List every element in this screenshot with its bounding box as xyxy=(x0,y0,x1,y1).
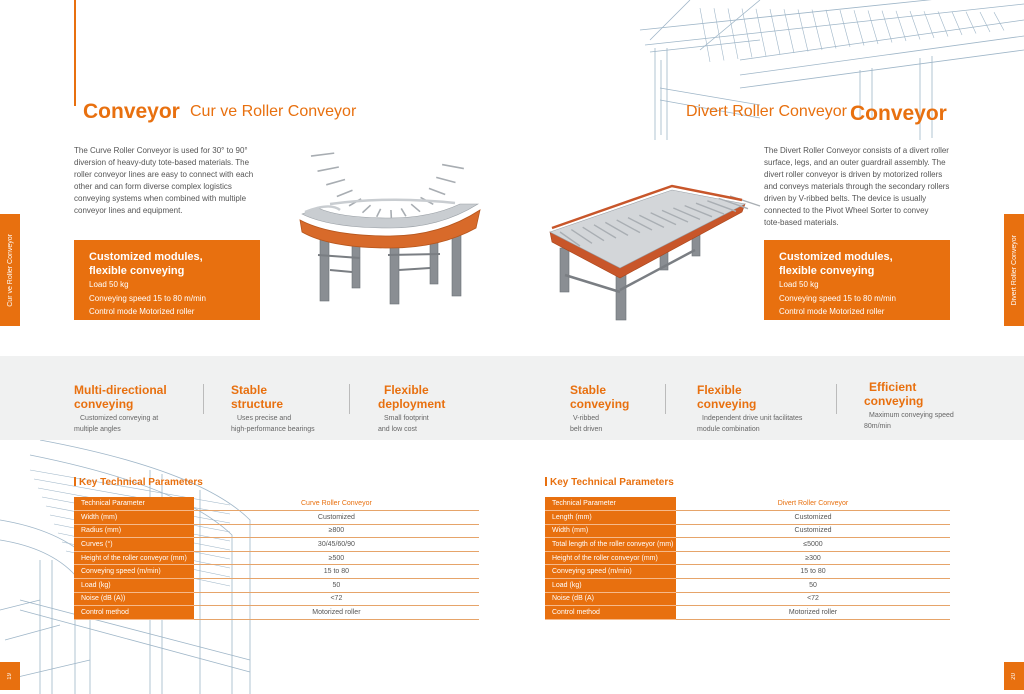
right-page-number-label: 20 xyxy=(1011,672,1017,680)
right-desc-line: driven by V-ribbed belts. The device is usually xyxy=(764,194,927,203)
roller xyxy=(840,10,850,47)
table-value: <72 xyxy=(194,592,479,606)
feature-desc: multiple angles xyxy=(74,426,121,433)
table-key: Noise (dB (A) xyxy=(545,592,676,606)
feature-desc: high-performance bearings xyxy=(231,426,315,433)
table-row xyxy=(545,592,950,606)
table-key: Conveying speed (m/min) xyxy=(74,565,194,579)
table-key: Radius (mm) xyxy=(74,524,194,538)
roller xyxy=(714,8,724,60)
roller xyxy=(854,10,864,45)
left-params-table xyxy=(74,497,479,620)
table-row xyxy=(74,565,479,579)
roller xyxy=(812,10,822,50)
feature-title: conveying xyxy=(697,397,757,411)
left-side-tab-label: Cur ve Roller Conveyor xyxy=(6,233,14,307)
feature-title: structure xyxy=(231,397,284,411)
roller xyxy=(377,209,381,217)
roller xyxy=(826,10,836,49)
table-value: 50 xyxy=(194,579,479,593)
table-row xyxy=(74,606,479,620)
table-key: Length (mm) xyxy=(545,511,676,525)
table-key: Curves (°) xyxy=(74,538,194,552)
table-key: Height of the roller conveyor (mm) xyxy=(545,551,676,565)
roller xyxy=(784,9,794,53)
table-value: Customized xyxy=(676,511,950,525)
roller xyxy=(411,204,420,211)
roller xyxy=(326,180,345,185)
roller xyxy=(311,153,334,156)
table-header-row xyxy=(74,497,479,511)
right-params-table xyxy=(545,497,950,620)
feature-title: Stable xyxy=(570,383,607,397)
spec-control: Control mode Motorized roller xyxy=(89,307,195,316)
table-value: Motorized roller xyxy=(194,606,479,620)
spec-speed: Conveying speed 15 to 80 m/min xyxy=(779,293,896,303)
table-key: Width (mm) xyxy=(74,511,194,525)
table-row xyxy=(74,592,479,606)
table-row xyxy=(545,511,950,525)
table-value: 15 to 80 xyxy=(676,565,950,579)
right-title: Conveyor xyxy=(850,102,947,125)
spec-heading: Customized modules, xyxy=(779,251,893,263)
spec-load: Load 50 kg xyxy=(89,280,129,289)
spec-load: Load 50 kg xyxy=(779,280,819,289)
roller xyxy=(436,177,455,182)
feature-title: Stable xyxy=(231,383,268,397)
table-row xyxy=(74,551,479,565)
right-desc-line: tote-based materials. xyxy=(764,218,839,227)
right-desc-line: The Divert Roller Conveyor consists of a divert roller xyxy=(764,146,949,155)
feature-efficient-conveying xyxy=(864,380,954,432)
left-params-title: Key Technical Parameters xyxy=(74,477,203,488)
roller xyxy=(337,190,353,196)
table-value: Customized xyxy=(676,524,950,538)
table-value: ≥300 xyxy=(676,551,950,565)
feature-title: conveying xyxy=(74,397,134,411)
table-value: 50 xyxy=(676,579,950,593)
divert-roller-conveyor-image xyxy=(0,0,1,1)
table-key: Load (kg) xyxy=(74,579,194,593)
left-spec-box xyxy=(74,240,260,320)
right-page-number xyxy=(1004,662,1024,690)
feature-desc: module combination xyxy=(697,426,760,433)
table-row xyxy=(545,565,950,579)
feature-stable-structure xyxy=(231,383,315,435)
roller xyxy=(868,10,878,44)
table-row xyxy=(74,579,479,593)
left-desc-line: conveyor lines and equipment. xyxy=(74,206,183,215)
table-row xyxy=(545,606,950,620)
feature-separator xyxy=(349,384,350,414)
table-header-cell: Technical Parameter xyxy=(74,497,194,511)
roller xyxy=(980,12,990,32)
roller xyxy=(742,9,752,58)
spec-heading: flexible conveying xyxy=(89,265,185,277)
spec-heading: Customized modules, xyxy=(89,251,203,263)
feature-flexible-conveying xyxy=(697,383,802,435)
spec-speed: Conveying speed 15 to 80 m/min xyxy=(89,293,206,303)
table-key: Total length of the roller conveyor (mm) xyxy=(545,538,676,552)
right-side-tab-label: Divert Roller Conveyor xyxy=(1010,234,1018,306)
right-subtitle: Divert Roller Conveyor xyxy=(686,103,847,120)
left-title: Conveyor xyxy=(83,100,180,123)
right-desc-line: and conveys materials through the secondary rollers xyxy=(764,182,950,191)
feature-separator xyxy=(203,384,204,414)
feature-title: conveying xyxy=(570,397,630,411)
roller xyxy=(966,12,976,34)
table-row xyxy=(545,524,950,538)
left-side-tab xyxy=(0,214,20,326)
feature-desc: Independent drive unit facilitates xyxy=(702,415,803,422)
spec-heading: flexible conveying xyxy=(779,265,875,277)
table-header-cell: Divert Roller Conveyor xyxy=(676,497,950,511)
left-desc-line: The Curve Roller Conveyor is used for 30° to 90° xyxy=(74,146,248,155)
feature-desc: Small footprint xyxy=(384,415,429,422)
right-side-tab xyxy=(1004,214,1024,326)
feature-separator xyxy=(836,384,837,414)
feature-title: Multi-directional xyxy=(74,383,167,397)
table-header-cell: Curve Roller Conveyor xyxy=(194,497,479,511)
table-value: <72 xyxy=(676,592,950,606)
feature-desc: Uses precise and xyxy=(237,415,292,422)
table-header-row xyxy=(545,497,950,511)
feature-stable-conveying xyxy=(570,383,629,435)
feature-desc: 80m/min xyxy=(864,423,891,430)
table-row xyxy=(545,579,950,593)
right-params-title: Key Technical Parameters xyxy=(545,477,674,488)
roller xyxy=(882,11,892,43)
table-value: Customized xyxy=(194,511,479,525)
table-value: Motorized roller xyxy=(676,606,950,620)
feature-desc: and low cost xyxy=(378,426,417,433)
right-spec-box xyxy=(764,240,950,320)
roller xyxy=(896,11,906,41)
feature-desc: Customized conveying at xyxy=(80,415,159,422)
table-value: ≥500 xyxy=(194,551,479,565)
feature-title: deployment xyxy=(378,397,446,411)
feature-desc: V-ribbed xyxy=(573,415,600,422)
roller xyxy=(700,8,710,62)
feature-flexible-deployment xyxy=(378,383,445,435)
roller xyxy=(952,12,962,35)
table-key: Height of the roller conveyor (mm) xyxy=(74,551,194,565)
left-desc-line: roller conveyor lines are easy to connect with each xyxy=(74,170,254,179)
table-row xyxy=(545,551,950,565)
feature-desc: Maximum conveying speed xyxy=(869,412,954,419)
table-key: Control method xyxy=(74,606,194,620)
table-value: 30/45/60/90 xyxy=(194,538,479,552)
right-desc-line: connected to the Pivot Wheel Sorter to convey xyxy=(764,206,929,215)
roller xyxy=(429,188,445,194)
table-header-cell: Technical Parameter xyxy=(545,497,676,511)
table-value: 15 to 80 xyxy=(194,565,479,579)
feature-multi-directional xyxy=(74,383,167,435)
feature-title: Efficient xyxy=(869,380,917,394)
table-row xyxy=(74,538,479,552)
roller xyxy=(401,208,406,216)
roller xyxy=(938,11,948,36)
table-row xyxy=(545,538,950,552)
left-desc-line: diversion of heavy-duty tote-based materials. The xyxy=(74,158,250,167)
feature-desc: belt driven xyxy=(570,426,603,433)
right-desc-line: surface, legs, and an outer guardrail assembly. The xyxy=(764,158,946,167)
roller xyxy=(318,167,339,171)
feature-title: Flexible xyxy=(697,383,742,397)
left-desc-line: other and can form diverse complex logistics xyxy=(74,182,232,191)
right-desc-line: divert roller conveyor is driven by motorized rollers xyxy=(764,170,943,179)
table-value: ≥800 xyxy=(194,524,479,538)
table-key: Noise (dB (A)) xyxy=(74,592,194,606)
left-page-number xyxy=(0,662,20,690)
roller xyxy=(442,165,464,169)
roller xyxy=(994,12,1004,30)
left-subtitle: Cur ve Roller Conveyor xyxy=(190,103,357,120)
feature-title: Flexible xyxy=(384,383,429,397)
feature-title: conveying xyxy=(864,394,924,408)
roller xyxy=(728,8,738,59)
spec-control: Control mode Motorized roller xyxy=(779,307,885,316)
feature-separator xyxy=(665,384,666,414)
table-key: Conveying speed (m/min) xyxy=(545,565,676,579)
roller xyxy=(362,205,370,213)
left-accent-line xyxy=(74,0,76,106)
table-value: ≤5000 xyxy=(676,538,950,552)
table-row xyxy=(74,524,479,538)
left-page-number-label: 19 xyxy=(7,672,13,680)
left-description xyxy=(74,145,284,217)
table-key: Control method xyxy=(545,606,676,620)
table-key: Load (kg) xyxy=(545,579,676,593)
table-key: Width (mm) xyxy=(545,524,676,538)
table-row xyxy=(74,511,479,525)
right-description xyxy=(764,145,984,229)
roller xyxy=(798,9,808,51)
left-desc-line: conveying systems when combined with multiple xyxy=(74,194,247,203)
